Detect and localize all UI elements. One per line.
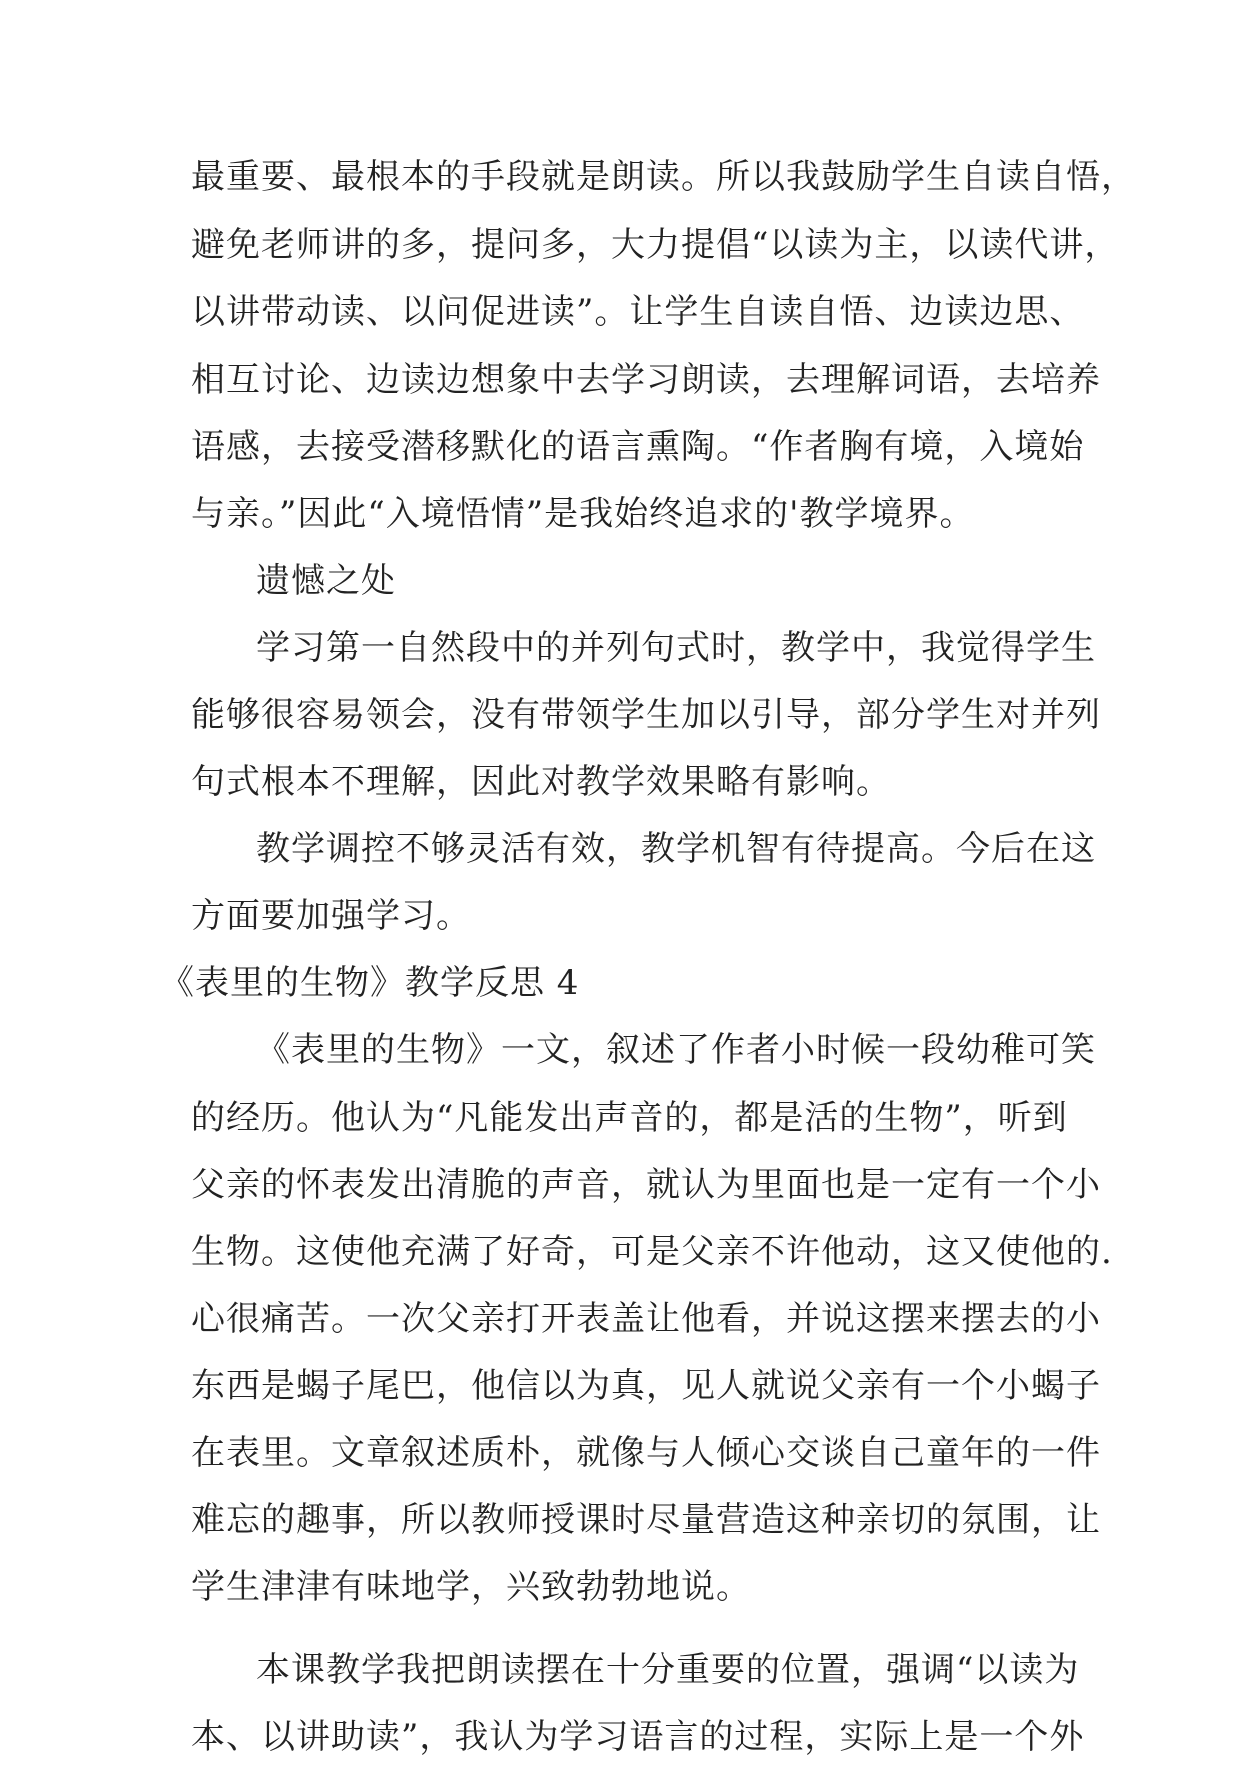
paragraph-first-line: 教学调控不够灵活有效，教学机智有待提高。今后在这 [256,829,1096,869]
text-line: 与亲。”因此“入境悟情”是我始终追求的'教学境界。 [191,494,975,534]
text-line: 东西是蝎子尾巴，他信以为真，见人就说父亲有一个小蝎子 [191,1366,1101,1406]
text-line: 心很痛苦。一次父亲打开表盖让他看，并说这摆来摆去的小 [191,1299,1101,1339]
paragraph-first-line: 本课教学我把朗读摆在十分重要的位置，强调“以读为 [256,1650,1080,1690]
text-line: 句式根本不理解，因此对教学效果略有影响。 [191,762,891,802]
text-line: 父亲的怀表发出清脆的声音，就认为里面也是一定有一个小 [191,1165,1101,1205]
paragraph-first-line: 《表里的生物》一文，叙述了作者小时候一段幼稚可笑 [256,1030,1096,1070]
text-line: 难忘的趣事，所以教师授课时尽量营造这种亲切的氛围，让 [191,1500,1101,1540]
text-line: 学生津津有味地学，兴致勃勃地说。 [191,1567,751,1607]
text-line: 的经历。他认为“凡能发出声音的，都是活的生物”，听到 [191,1098,1068,1138]
text-line: 方面要加强学习。 [191,896,471,936]
text-line: 能够很容易领会，没有带领学生加以引导，部分学生对并列 [191,695,1101,735]
paragraph-first-line: 学习第一自然段中的并列句式时，教学中，我觉得学生 [256,628,1096,668]
text-line: 本、以讲助读”，我认为学习语言的过程，实际上是一个外 [191,1717,1085,1757]
article-title: 《表里的生物》教学反思 4 [160,963,580,1003]
text-line: 最重要、最根本的手段就是朗读。所以我鼓励学生自读自悟， [191,157,1136,197]
text-line: 以讲带动读、以问促进读”。让学生自读自悟、边读边思、 [191,292,1085,332]
section-heading: 遗憾之处 [256,561,396,601]
text-line: 在表里。文章叙述质朴，就像与人倾心交谈自己童年的一件 [191,1433,1101,1473]
text-line: 生物。这使他充满了好奇，可是父亲不许他动，这又使他的. [191,1232,1113,1272]
text-line: 避免老师讲的多，提问多，大力提倡“以读为主，以读代讲， [191,225,1120,265]
text-line: 语感，去接受潜移默化的语言熏陶。“作者胸有境，入境始 [191,427,1085,467]
text-line: 相互讨论、边读边想象中去学习朗读，去理解词语，去培养 [191,360,1101,400]
